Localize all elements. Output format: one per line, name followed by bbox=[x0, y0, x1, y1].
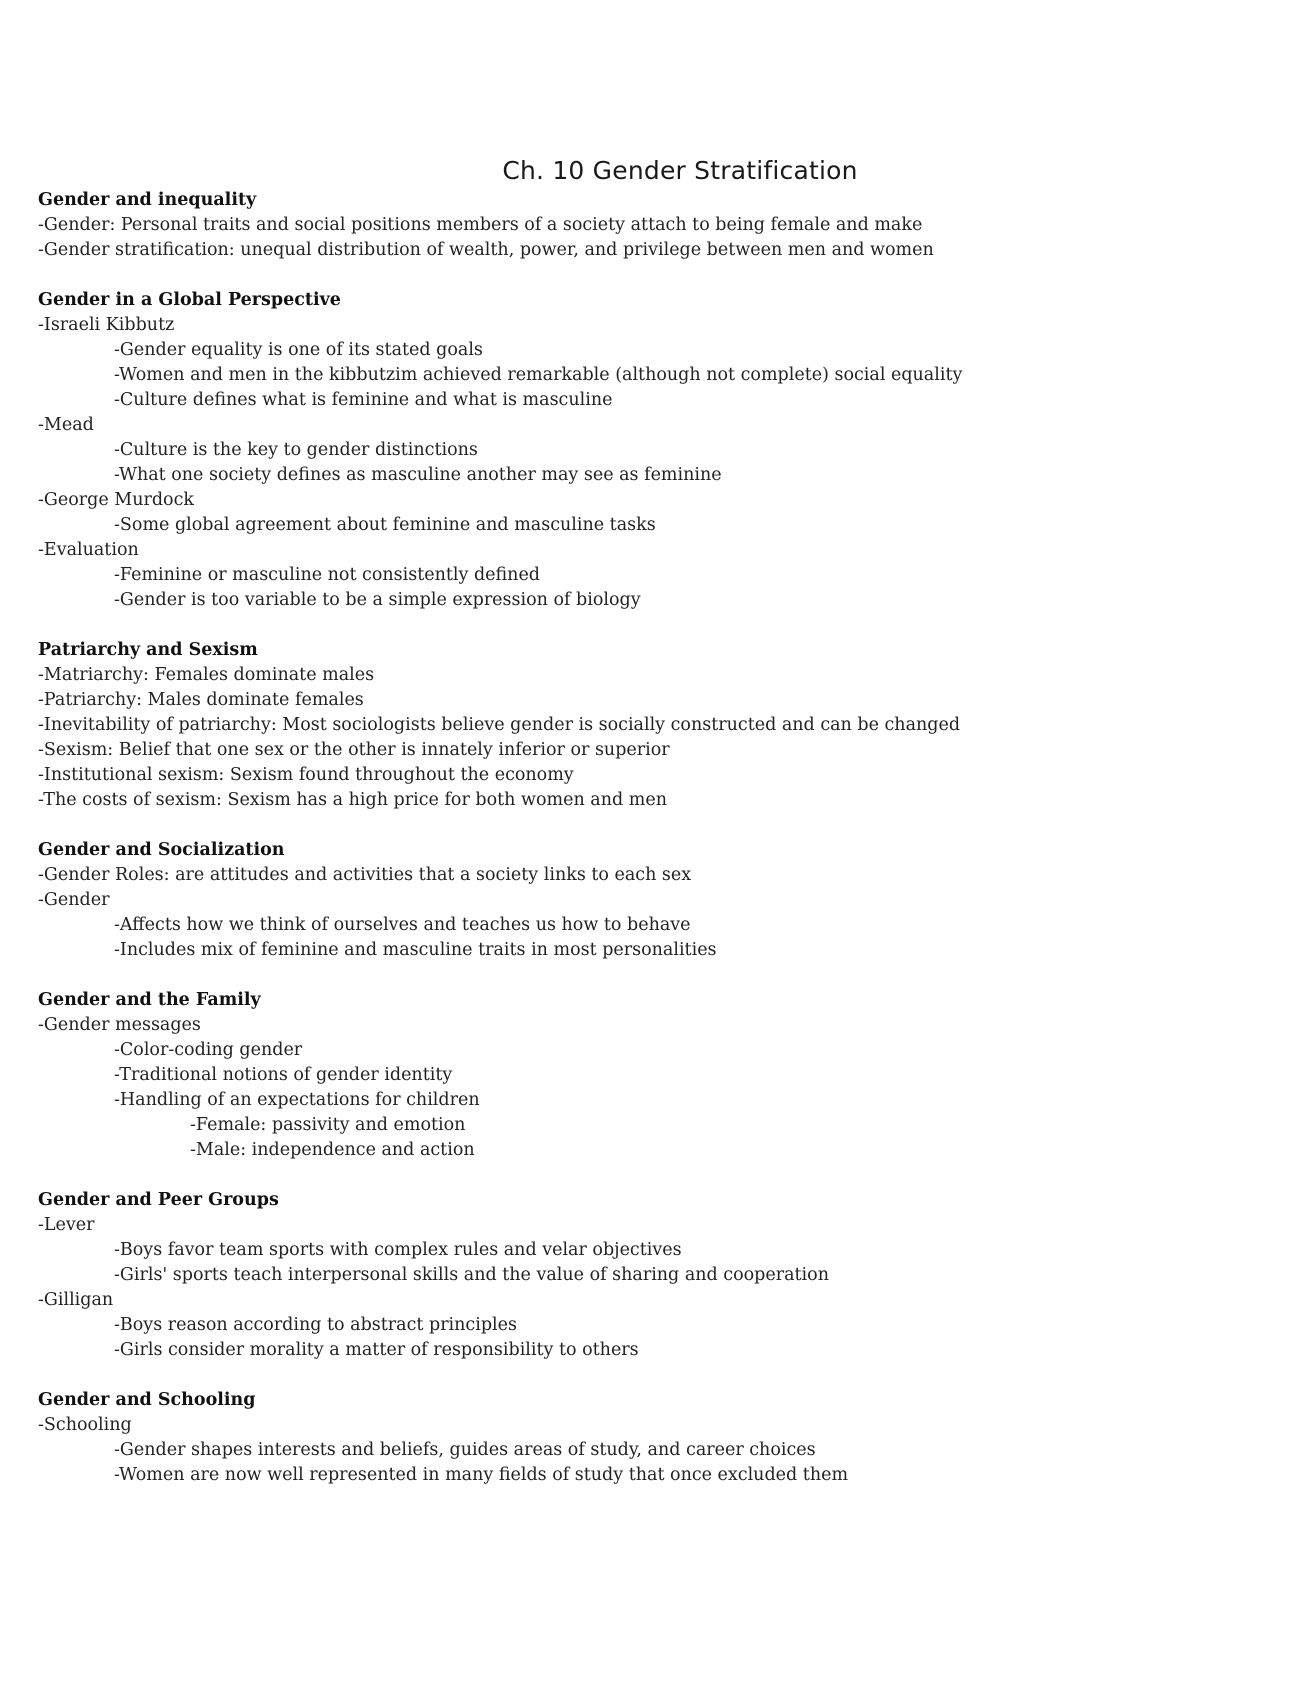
section-heading: Gender and inequality bbox=[38, 190, 257, 210]
section bbox=[38, 1188, 1258, 1363]
outline-item-level-2: -Traditional notions of gender identity bbox=[114, 1065, 453, 1085]
outline-item-level-2: -Includes mix of feminine and masculine traits in most personalities bbox=[114, 940, 717, 960]
outline-item-level-1: -Evaluation bbox=[38, 540, 139, 560]
section-spacer bbox=[38, 1163, 1258, 1188]
outline-item-level-1: -Sexism: Belief that one sex or the other is innately inferior or superior bbox=[38, 740, 670, 760]
section-spacer bbox=[38, 1363, 1258, 1388]
section-heading: Gender and the Family bbox=[38, 990, 261, 1010]
document-body bbox=[38, 188, 1258, 1488]
outline-item-level-2: -Color-coding gender bbox=[114, 1040, 303, 1060]
outline-item-level-1: -Gender messages bbox=[38, 1015, 201, 1035]
section-heading: Gender and Schooling bbox=[38, 1390, 256, 1410]
outline-item-level-1: -Gender: Personal traits and social positions members of a society attach to being female and make bbox=[38, 215, 923, 235]
page-title-text: Ch. 10 Gender Stratification bbox=[502, 156, 858, 185]
outline-item-level-1: -Gender bbox=[38, 890, 110, 910]
outline-item-level-1: -George Murdock bbox=[38, 490, 194, 510]
outline-item-level-2: -Girls' sports teach interpersonal skills and the value of sharing and cooperation bbox=[114, 1265, 829, 1285]
outline-item-level-1: -Mead bbox=[38, 415, 94, 435]
outline-item-level-2: -Women and men in the kibbutzim achieved remarkable (although not complete) social equality bbox=[114, 365, 963, 385]
outline-item-level-2: -Feminine or masculine not consistently defined bbox=[114, 565, 540, 585]
outline-item-level-1: -The costs of sexism: Sexism has a high price for both women and men bbox=[38, 790, 667, 810]
section bbox=[38, 988, 1258, 1163]
outline-item-level-2: -Handling of an expectations for children bbox=[114, 1090, 480, 1110]
section-heading: Gender and Peer Groups bbox=[38, 1190, 279, 1210]
outline-item-level-1: -Schooling bbox=[38, 1415, 132, 1435]
section-heading: Gender in a Global Perspective bbox=[38, 290, 341, 310]
section-spacer bbox=[38, 613, 1258, 638]
page-title bbox=[0, 154, 1306, 188]
outline-item-level-2: -Gender is too variable to be a simple expression of biology bbox=[114, 590, 641, 610]
section bbox=[38, 1388, 1258, 1488]
section bbox=[38, 288, 1258, 613]
outline-item-level-1: -Israeli Kibbutz bbox=[38, 315, 175, 335]
outline-item-level-1: -Gender stratification: unequal distribution of wealth, power, and privilege between men and women bbox=[38, 240, 934, 260]
section bbox=[38, 188, 1258, 263]
outline-item-level-2: -Girls consider morality a matter of responsibility to others bbox=[114, 1340, 639, 1360]
outline-item-level-2: -Women are now well represented in many fields of study that once excluded them bbox=[114, 1465, 849, 1485]
outline-item-level-2: -Some global agreement about feminine and masculine tasks bbox=[114, 515, 656, 535]
outline-item-level-2: -Affects how we think of ourselves and teaches us how to behave bbox=[114, 915, 691, 935]
section-heading: Patriarchy and Sexism bbox=[38, 640, 258, 660]
section-heading: Gender and Socialization bbox=[38, 840, 285, 860]
section bbox=[38, 838, 1258, 963]
outline-item-level-2: -Gender shapes interests and beliefs, guides areas of study, and career choices bbox=[114, 1440, 816, 1460]
outline-item-level-2: -Culture defines what is feminine and what is masculine bbox=[114, 390, 613, 410]
outline-item-level-1: -Gilligan bbox=[38, 1290, 114, 1310]
outline-item-level-3: -Female: passivity and emotion bbox=[190, 1115, 466, 1135]
section-spacer bbox=[38, 263, 1258, 288]
outline-item-level-1: -Lever bbox=[38, 1215, 95, 1235]
outline-item-level-2: -Gender equality is one of its stated goals bbox=[114, 340, 483, 360]
outline-item-level-2: -What one society defines as masculine another may see as feminine bbox=[114, 465, 722, 485]
outline-item-level-1: -Gender Roles: are attitudes and activities that a society links to each sex bbox=[38, 865, 692, 885]
outline-item-level-1: -Institutional sexism: Sexism found throughout the economy bbox=[38, 765, 574, 785]
outline-item-level-2: -Boys favor team sports with complex rules and velar objectives bbox=[114, 1240, 682, 1260]
outline-item-level-2: -Boys reason according to abstract principles bbox=[114, 1315, 517, 1335]
outline-item-level-2: -Culture is the key to gender distinctions bbox=[114, 440, 478, 460]
section-spacer bbox=[38, 963, 1258, 988]
section-spacer bbox=[38, 813, 1258, 838]
outline-item-level-1: -Patriarchy: Males dominate females bbox=[38, 690, 364, 710]
section bbox=[38, 638, 1258, 813]
outline-item-level-1: -Matriarchy: Females dominate males bbox=[38, 665, 375, 685]
outline-item-level-1: -Inevitability of patriarchy: Most sociologists believe gender is socially constructed and can be changed bbox=[38, 715, 961, 735]
outline-item-level-3: -Male: independence and action bbox=[190, 1140, 475, 1160]
